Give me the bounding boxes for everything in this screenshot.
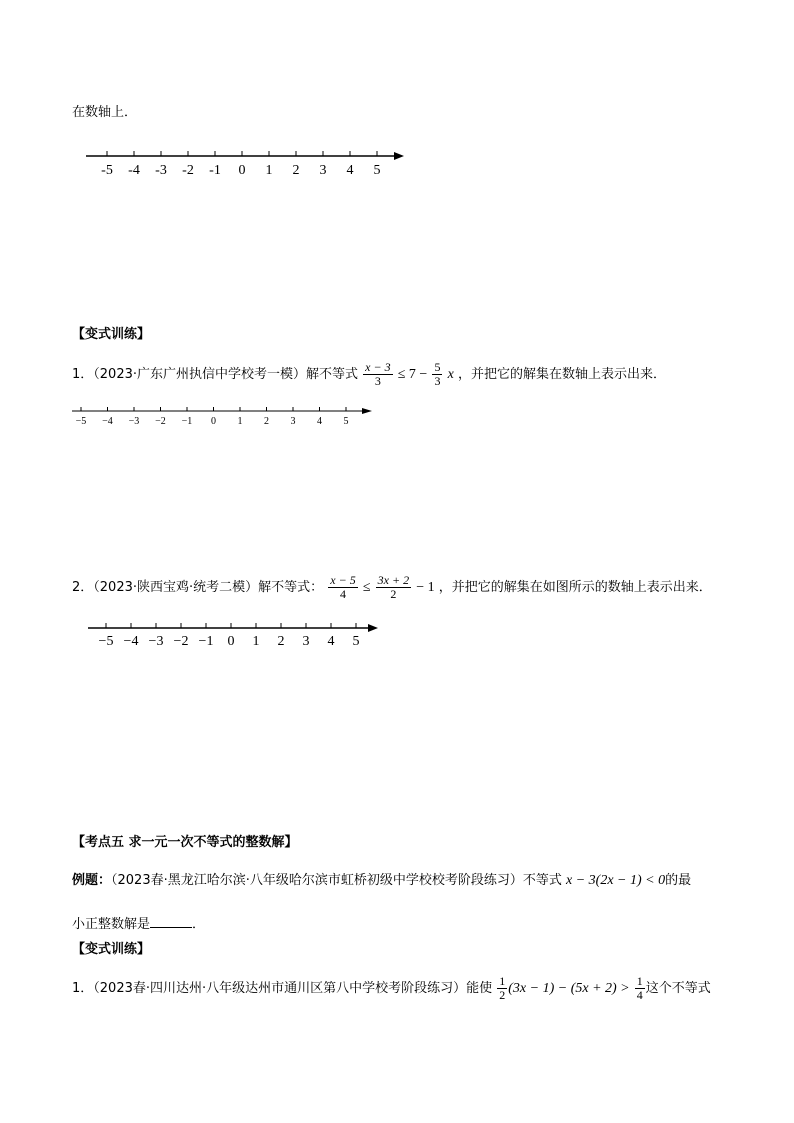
q3-prefix: 1．（2023春·四川达州·八年级达州市通川区第八中学校考阶段练习）能使 (72, 981, 493, 996)
tick-label: −4 (123, 634, 139, 649)
tick-label: -4 (128, 163, 140, 178)
q1-frac1-den: 3 (374, 374, 381, 388)
tick-label: 4 (317, 416, 322, 427)
q2-frac1-num: x − 5 (330, 573, 356, 587)
q2-prefix: 2．（2023·陕西宝鸡·统考二模）解不等式： (72, 580, 324, 595)
intro-text: 在数轴上． (72, 105, 138, 120)
q2-tail: − 1 (416, 580, 435, 595)
tick-label: −1 (181, 416, 193, 427)
q3-frac2-num: 1 (636, 974, 643, 988)
q3-frac2-den: 4 (636, 988, 643, 1002)
tick-label: −3 (128, 416, 140, 427)
variant-training-heading-2: 【变式训练】 (72, 942, 151, 957)
tick-label: 5 (343, 416, 349, 427)
tick-label: −4 (102, 416, 113, 427)
q2-suffix: ，并把它的解集在如图所示的数轴上表示出来． (438, 580, 712, 595)
tick-label: −2 (173, 634, 189, 649)
q1-suffix: ，并把它的解集在数轴上表示出来． (457, 367, 666, 382)
tick-label: 3 (290, 416, 296, 427)
q1-frac1-num: x − 3 (365, 360, 391, 374)
tick-label: 2 (277, 634, 285, 649)
question-3 (72, 975, 711, 1002)
tick-label: 1 (265, 163, 273, 178)
tick-label: −5 (98, 634, 114, 649)
q1-frac2-num: 5 (434, 360, 441, 374)
tick-label: 5 (373, 163, 381, 178)
example-source: （2023春·黑龙江哈尔滨·八年级哈尔滨市虹桥初级中学校校考阶段练习）不等式 (111, 873, 562, 888)
q2-frac1-den: 4 (339, 587, 346, 601)
q1-frac2-den: 3 (434, 374, 441, 388)
tick-label: 4 (327, 634, 335, 649)
tick-label: −3 (148, 634, 164, 649)
q3-frac1-den: 2 (499, 988, 506, 1002)
tick-label: -1 (209, 163, 221, 178)
tick-label: 5 (352, 634, 360, 649)
q1-prefix: 1．（2023·广东广州执信中学校考一模）解不等式 (72, 367, 358, 382)
example-line-2-text: 小正整数解是 (72, 917, 151, 932)
q1-var: x (447, 367, 454, 382)
section-5-title: 【考点五 求一元一次不等式的整数解】 (72, 835, 298, 850)
tick-label: -2 (182, 163, 194, 178)
tick-label: 0 (227, 634, 235, 649)
example-label: 例题： (72, 873, 112, 888)
tick-label: −5 (75, 416, 87, 427)
q2-frac2-den: 2 (390, 587, 397, 601)
tick-label: -5 (101, 163, 113, 178)
tick-label: 1 (252, 634, 260, 649)
example-expression: x − 3(2x − 1) < 0 (566, 873, 666, 888)
tick-label: −1 (198, 634, 214, 649)
tick-label: 0 (211, 416, 216, 427)
tick-label: 3 (302, 634, 310, 649)
q3-fraction-1 (497, 975, 507, 1002)
q2-frac2-num: 3x + 2 (377, 573, 410, 587)
tick-label: 0 (238, 163, 246, 178)
example-line-2 (72, 913, 205, 934)
q3-frac1-num: 1 (499, 974, 506, 988)
tick-label: −2 (155, 416, 166, 427)
q2-mid: ≤ (362, 580, 371, 595)
tick-label: 2 (264, 416, 269, 427)
q3-expression: (3x − 1) − (5x + 2) > (508, 981, 630, 996)
tick-label: -3 (155, 163, 167, 178)
example-tail: 的最 (665, 873, 692, 888)
q3-suffix: 这个不等式 (645, 981, 711, 996)
tick-label: 3 (319, 163, 327, 178)
example-line-1 (72, 872, 691, 890)
tick-label: 2 (292, 163, 300, 178)
tick-label: 4 (346, 163, 354, 178)
example-end: ． (192, 917, 206, 932)
q3-fraction-2 (635, 975, 645, 1002)
answer-blank[interactable] (150, 913, 192, 928)
tick-label: 1 (237, 416, 243, 427)
variant-training-heading: 【变式训练】 (72, 327, 151, 342)
q1-mid: ≤ 7 − (397, 367, 428, 382)
axis-arrow (368, 624, 378, 632)
